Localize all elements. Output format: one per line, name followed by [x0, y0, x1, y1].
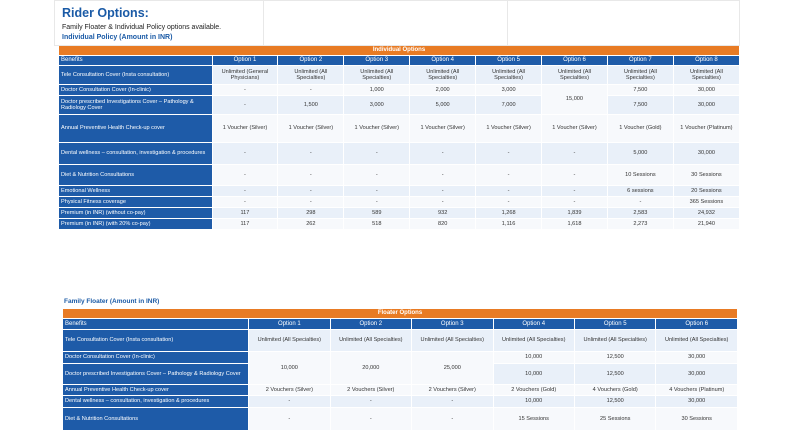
family-floater-label: Family Floater (Amount in INR)	[64, 298, 160, 305]
table-cell: Unlimited (All Specialties)	[674, 66, 739, 84]
page-title: Rider Options:	[62, 6, 149, 20]
column-header: Option 5	[575, 319, 655, 329]
benefit-label: Doctor prescribed Investigations Cover – Pathology & Radiology Cover	[63, 364, 248, 384]
table-cell: 365 Sessions	[674, 197, 739, 207]
column-header: Option 6	[542, 56, 607, 65]
benefit-label: Dental wellness – consultation, investigation & procedures	[63, 396, 248, 407]
table-cell: -	[213, 96, 278, 114]
table-cell: 117	[213, 208, 278, 218]
table-cell: 30,000	[674, 143, 739, 164]
table-cell: 7,000	[476, 96, 541, 114]
table-cell: -	[278, 186, 343, 196]
column-header: Option 7	[608, 56, 673, 65]
table-cell: 1 Voucher (Silver)	[476, 115, 541, 142]
table-row	[59, 186, 739, 196]
table-cell: 1 Voucher (Silver)	[344, 115, 409, 142]
benefits-header: Benefits	[63, 319, 248, 329]
table-cell: 30,000	[656, 364, 737, 384]
table-cell: 10 Sessions	[608, 165, 673, 185]
table-cell: 262	[278, 219, 343, 229]
table-row	[63, 330, 737, 351]
table-cell: -	[344, 165, 409, 185]
table-cell: -	[331, 408, 411, 430]
column-header: Option 3	[344, 56, 409, 65]
table-cell: -	[213, 85, 278, 95]
column-header: Option 1	[213, 56, 278, 65]
table-cell: 7,500	[608, 96, 673, 114]
table-cell: 1,000	[344, 85, 409, 95]
table-band-row	[59, 46, 739, 55]
table-band-row	[63, 309, 737, 318]
table-cell: -	[249, 408, 329, 430]
table-cell: -	[213, 143, 278, 164]
table-row	[59, 66, 739, 84]
table-cell: Unlimited (All Specialties)	[278, 66, 343, 84]
table-cell: -	[249, 396, 329, 407]
table-cell: -	[476, 165, 541, 185]
table-header-row	[63, 319, 737, 329]
table-header-row	[59, 56, 739, 65]
table-cell: 2 Vouchers (Silver)	[331, 385, 411, 395]
table-cell: 21,940	[674, 219, 739, 229]
table-cell: -	[213, 197, 278, 207]
floater-options-table	[62, 308, 738, 431]
table-cell: -	[344, 143, 409, 164]
table-cell: Unlimited (All Specialties)	[608, 66, 673, 84]
table-cell: Unlimited (All Specialties)	[412, 330, 492, 351]
table-cell: -	[278, 197, 343, 207]
table-cell: 6 sessions	[608, 186, 673, 196]
table-cell: 10,000	[494, 352, 574, 363]
table-row	[63, 385, 737, 395]
table-cell: 12,500	[575, 352, 655, 363]
table-cell: Unlimited (All Specialties)	[410, 66, 475, 84]
table-cell: -	[542, 186, 607, 196]
table-row	[59, 96, 739, 114]
table-cell: -	[542, 197, 607, 207]
table-cell: -	[476, 197, 541, 207]
benefit-label: Doctor Consultation Cover (In-clinic)	[59, 85, 212, 95]
benefit-label: Dental wellness – consultation, investigation & procedures	[59, 143, 212, 164]
table-cell: Unlimited (All Specialties)	[344, 66, 409, 84]
table-cell: 30,000	[656, 352, 737, 363]
table-cell: 30 Sessions	[674, 165, 739, 185]
benefit-label: Premium (in INR) (with 20% co-pay)	[59, 219, 212, 229]
table-cell: 10,000	[494, 364, 574, 384]
benefit-label: Diet & Nutrition Consultations	[63, 408, 248, 430]
table-cell: 10,000	[249, 352, 329, 384]
benefit-label: Emotional Wellness	[59, 186, 212, 196]
table-cell: -	[278, 85, 343, 95]
table-cell: 298	[278, 208, 343, 218]
table-cell: 15,000	[542, 85, 607, 114]
column-header: Option 5	[476, 56, 541, 65]
table-cell: Unlimited (All Specialties)	[575, 330, 655, 351]
column-header: Option 2	[331, 319, 411, 329]
benefit-label: Diet & Nutrition Consultations	[59, 165, 212, 185]
table-cell: 25,000	[412, 352, 492, 384]
table-cell: 2,000	[410, 85, 475, 95]
table-cell: 25 Sessions	[575, 408, 655, 430]
table-row	[63, 408, 737, 430]
benefit-label: Doctor Consultation Cover (In-clinic)	[63, 352, 248, 363]
table-cell: Unlimited (All Specialties)	[476, 66, 541, 84]
table-cell: 932	[410, 208, 475, 218]
table-cell: -	[476, 143, 541, 164]
benefit-label: Annual Preventive Health Check-up cover	[63, 385, 248, 395]
table-cell: 12,500	[575, 396, 655, 407]
table-row	[63, 396, 737, 407]
column-header: Option 6	[656, 319, 737, 329]
table-cell: Unlimited (All Specialties)	[542, 66, 607, 84]
table-cell: -	[410, 165, 475, 185]
table-cell: 5,000	[608, 143, 673, 164]
table-cell: 1 Voucher (Silver)	[410, 115, 475, 142]
table-cell: 2 Vouchers (Silver)	[249, 385, 329, 395]
table-cell: Unlimited (All Specialties)	[656, 330, 737, 351]
table-cell: Unlimited (General Physicians)	[213, 66, 278, 84]
table-row	[59, 219, 739, 229]
benefit-label: Doctor prescribed Investigations Cover – Pathology & Radiology Cover	[59, 96, 212, 114]
individual-options-band: Individual Options	[59, 46, 739, 55]
table-cell: 1,839	[542, 208, 607, 218]
table-cell: 30,000	[656, 396, 737, 407]
table-cell: 1,268	[476, 208, 541, 218]
rider-options-document	[54, 0, 740, 445]
table-cell: 7,500	[608, 85, 673, 95]
table-cell: 30,000	[674, 85, 739, 95]
table-cell: 2 Vouchers (Silver)	[412, 385, 492, 395]
column-header: Option 3	[412, 319, 492, 329]
table-row	[63, 352, 737, 363]
table-cell: 30,000	[674, 96, 739, 114]
table-cell: 2,273	[608, 219, 673, 229]
table-cell: 1,116	[476, 219, 541, 229]
table-cell: 2 Vouchers (Gold)	[494, 385, 574, 395]
benefits-header: Benefits	[59, 56, 212, 65]
table-cell: 1 Voucher (Silver)	[213, 115, 278, 142]
table-cell: -	[542, 165, 607, 185]
table-cell: 3,000	[476, 85, 541, 95]
table-cell: 1 Voucher (Gold)	[608, 115, 673, 142]
table-cell: 30 Sessions	[656, 408, 737, 430]
table-row	[59, 197, 739, 207]
table-cell: -	[410, 197, 475, 207]
table-cell: 20,000	[331, 352, 411, 384]
table-cell: Unlimited (All Specialties)	[331, 330, 411, 351]
table-cell: -	[213, 186, 278, 196]
benefit-label: Tele Consultation Cover (Insta consultation)	[59, 66, 212, 84]
table-cell: 1 Voucher (Silver)	[278, 115, 343, 142]
table-cell: -	[410, 186, 475, 196]
benefit-label: Annual Preventive Health Check-up cover	[59, 115, 212, 142]
table-cell: -	[412, 408, 492, 430]
column-header: Option 8	[674, 56, 739, 65]
column-header: Option 2	[278, 56, 343, 65]
table-cell: 2,583	[608, 208, 673, 218]
table-cell: -	[412, 396, 492, 407]
table-cell: 1 Voucher (Platinum)	[674, 115, 739, 142]
table-row	[59, 115, 739, 142]
table-cell: 820	[410, 219, 475, 229]
table-cell: 20 Sessions	[674, 186, 739, 196]
table-cell: -	[278, 143, 343, 164]
table-cell: Unlimited (All Specialties)	[249, 330, 329, 351]
table-cell: Unlimited (All Specialties)	[494, 330, 574, 351]
header-divider	[263, 1, 264, 45]
column-header: Option 4	[410, 56, 475, 65]
table-cell: 3,000	[344, 96, 409, 114]
table-row	[59, 143, 739, 164]
table-cell: -	[476, 186, 541, 196]
floater-options-band: Floater Options	[63, 309, 737, 318]
table-cell: 1,500	[278, 96, 343, 114]
table-cell: 5,000	[410, 96, 475, 114]
table-row	[59, 208, 739, 218]
column-header: Option 4	[494, 319, 574, 329]
table-cell: 4 Vouchers (Gold)	[575, 385, 655, 395]
column-header: Option 1	[249, 319, 329, 329]
table-cell: -	[331, 396, 411, 407]
table-cell: -	[542, 143, 607, 164]
table-cell: 12,500	[575, 364, 655, 384]
table-cell: -	[344, 197, 409, 207]
table-row	[59, 165, 739, 185]
page-subtitle: Family Floater & Individual Policy options available.	[62, 24, 222, 31]
table-cell: 4 Vouchers (Platinum)	[656, 385, 737, 395]
table-cell: -	[344, 186, 409, 196]
table-cell: -	[213, 165, 278, 185]
individual-policy-label: Individual Policy (Amount in INR)	[62, 34, 173, 41]
table-cell: 1 Voucher (Silver)	[542, 115, 607, 142]
benefit-label: Physical Fitness coverage	[59, 197, 212, 207]
table-cell: -	[608, 197, 673, 207]
table-cell: -	[410, 143, 475, 164]
table-row	[59, 85, 739, 95]
table-cell: -	[278, 165, 343, 185]
benefit-label: Tele Consultation Cover (Insta consultation)	[63, 330, 248, 351]
table-cell: 15 Sessions	[494, 408, 574, 430]
benefit-label: Premium (in INR) (without co-pay)	[59, 208, 212, 218]
header-divider	[507, 1, 508, 45]
table-cell: 10,000	[494, 396, 574, 407]
table-cell: 589	[344, 208, 409, 218]
individual-options-table	[58, 45, 740, 230]
table-cell: 1,618	[542, 219, 607, 229]
table-cell: 117	[213, 219, 278, 229]
table-cell: 24,932	[674, 208, 739, 218]
table-cell: 518	[344, 219, 409, 229]
